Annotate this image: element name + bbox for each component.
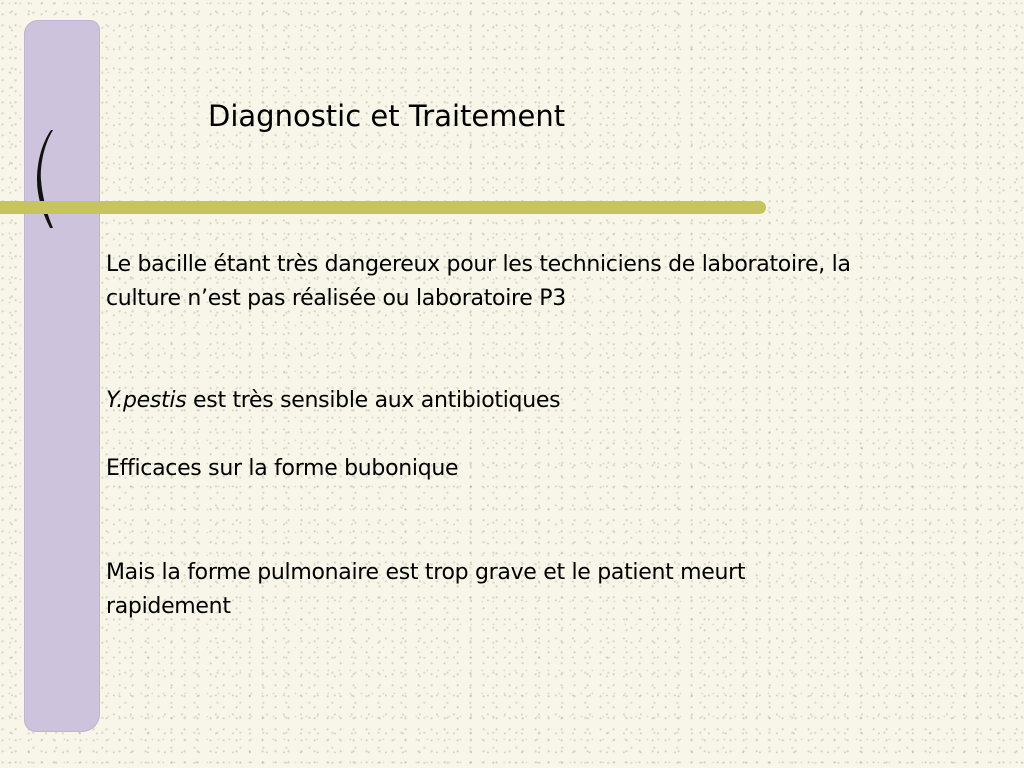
horizontal-rule [0, 201, 766, 214]
paragraph-antibiotics-rest: est très sensible aux antibiotiques [186, 388, 561, 413]
paragraph-antibiotics [106, 384, 866, 418]
paragraph-culture: Le bacille étant très dangereux pour les techniciens de laboratoire, la culture n’est pas réalisée ou laboratoire P3 [106, 252, 851, 311]
left-bracket-icon [34, 128, 56, 230]
side-bar [24, 20, 100, 732]
slide-title: Diagnostic et Traitement [208, 99, 566, 133]
paragraph-bubonic: Efficaces sur la forme bubonique [106, 456, 459, 481]
paragraph-pulmonary: Mais la forme pulmonaire est trop grave et le patient meurt rapidement [106, 560, 746, 619]
species-name: Y.pestis [106, 388, 187, 413]
